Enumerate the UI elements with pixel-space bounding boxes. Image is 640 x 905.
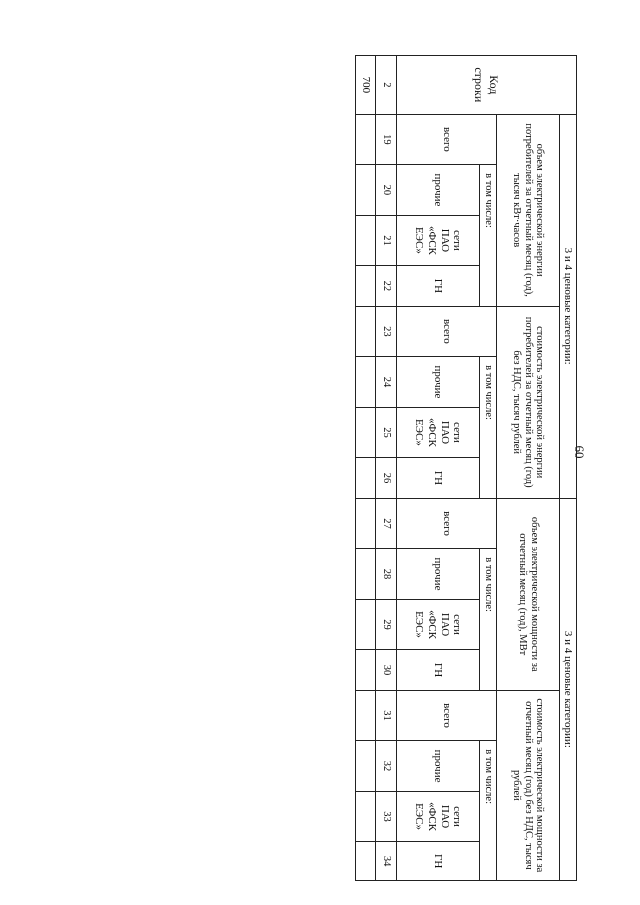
column-number: 32 [376,741,397,792]
rotated-table-frame [355,55,577,881]
subheader-other: прочие [397,741,480,792]
subheader-in-that-number: в том числе: [480,165,497,306]
data-cell [356,842,376,881]
data-cell [356,791,376,842]
data-cell [356,650,376,690]
subheader-fsk: сети ПАО «ФСК ЕЭС» [397,407,480,458]
subheader-fsk: сети ПАО «ФСК ЕЭС» [397,215,480,266]
subheader-other: прочие [397,549,480,600]
column-number: 23 [376,306,397,357]
data-cell [356,599,376,650]
group-header-capacity-cost: стоимость электрической мощности за отчетный месяц (год) без НДС, тысяч рублей [497,690,560,880]
data-cell [356,357,376,408]
subheader-all: всего [397,498,497,549]
subheader-gn: ГН [397,650,480,690]
column-number: 29 [376,599,397,650]
subheader-other: прочие [397,165,480,216]
column-number: 30 [376,650,397,690]
data-cell [356,165,376,216]
table-row [356,56,376,881]
column-number: 28 [376,549,397,600]
data-cell [356,215,376,266]
column-number-row [376,56,397,881]
category-header-capacity: 3 и 4 ценовые категории: [560,498,577,880]
report-table [355,55,577,881]
data-cell [356,306,376,357]
category-header-energy: 3 и 4 ценовые категории: [560,114,577,498]
column-number: 24 [376,357,397,408]
subheader-all: всего [397,690,497,741]
subheader-in-that-number: в том числе: [480,549,497,690]
subheader-gn: ГН [397,458,480,498]
column-number: 27 [376,498,397,549]
data-cell [356,498,376,549]
data-cell [356,458,376,498]
data-cell [356,114,376,165]
column-number: 33 [376,791,397,842]
table-container [355,55,577,881]
subheader-fsk: сети ПАО «ФСК ЕЭС» [397,599,480,650]
group-header-capacity-volume: объем электрической мощности за отчетный месяц (год), МВт [497,498,560,690]
data-cell [356,266,376,306]
subheader-in-that-number: в том числе: [480,357,497,499]
column-number: 20 [376,165,397,216]
data-cell [356,690,376,741]
column-number: 2 [376,56,397,115]
column-number: 19 [376,114,397,165]
data-cell [356,407,376,458]
subheader-fsk: сети ПАО «ФСК ЕЭС» [397,791,480,842]
column-number: 31 [376,690,397,741]
code-header: Код строки [397,56,577,115]
group-header-energy-cost: стоимость электрической энергии потребителей за отчетный месяц (год) без НДС, тысяч рублей [497,306,560,498]
subheader-all: всего [397,114,497,165]
column-number: 26 [376,458,397,498]
column-number: 21 [376,215,397,266]
column-number: 25 [376,407,397,458]
subheader-gn: ГН [397,842,480,881]
data-cell [356,741,376,792]
subheader-other: прочие [397,357,480,408]
subheader-in-that-number: в том числе: [480,741,497,881]
row-code: 700 [356,56,376,115]
column-number: 22 [376,266,397,306]
subheader-gn: ГН [397,266,480,306]
data-cell [356,549,376,600]
column-number: 34 [376,842,397,881]
group-header-energy-volume: объем электрической энергии потребителей за отчетный месяц (год), тысяч кВт·часов [497,114,560,306]
page-number: 60 [572,445,587,459]
subheader-all: всего [397,306,497,357]
